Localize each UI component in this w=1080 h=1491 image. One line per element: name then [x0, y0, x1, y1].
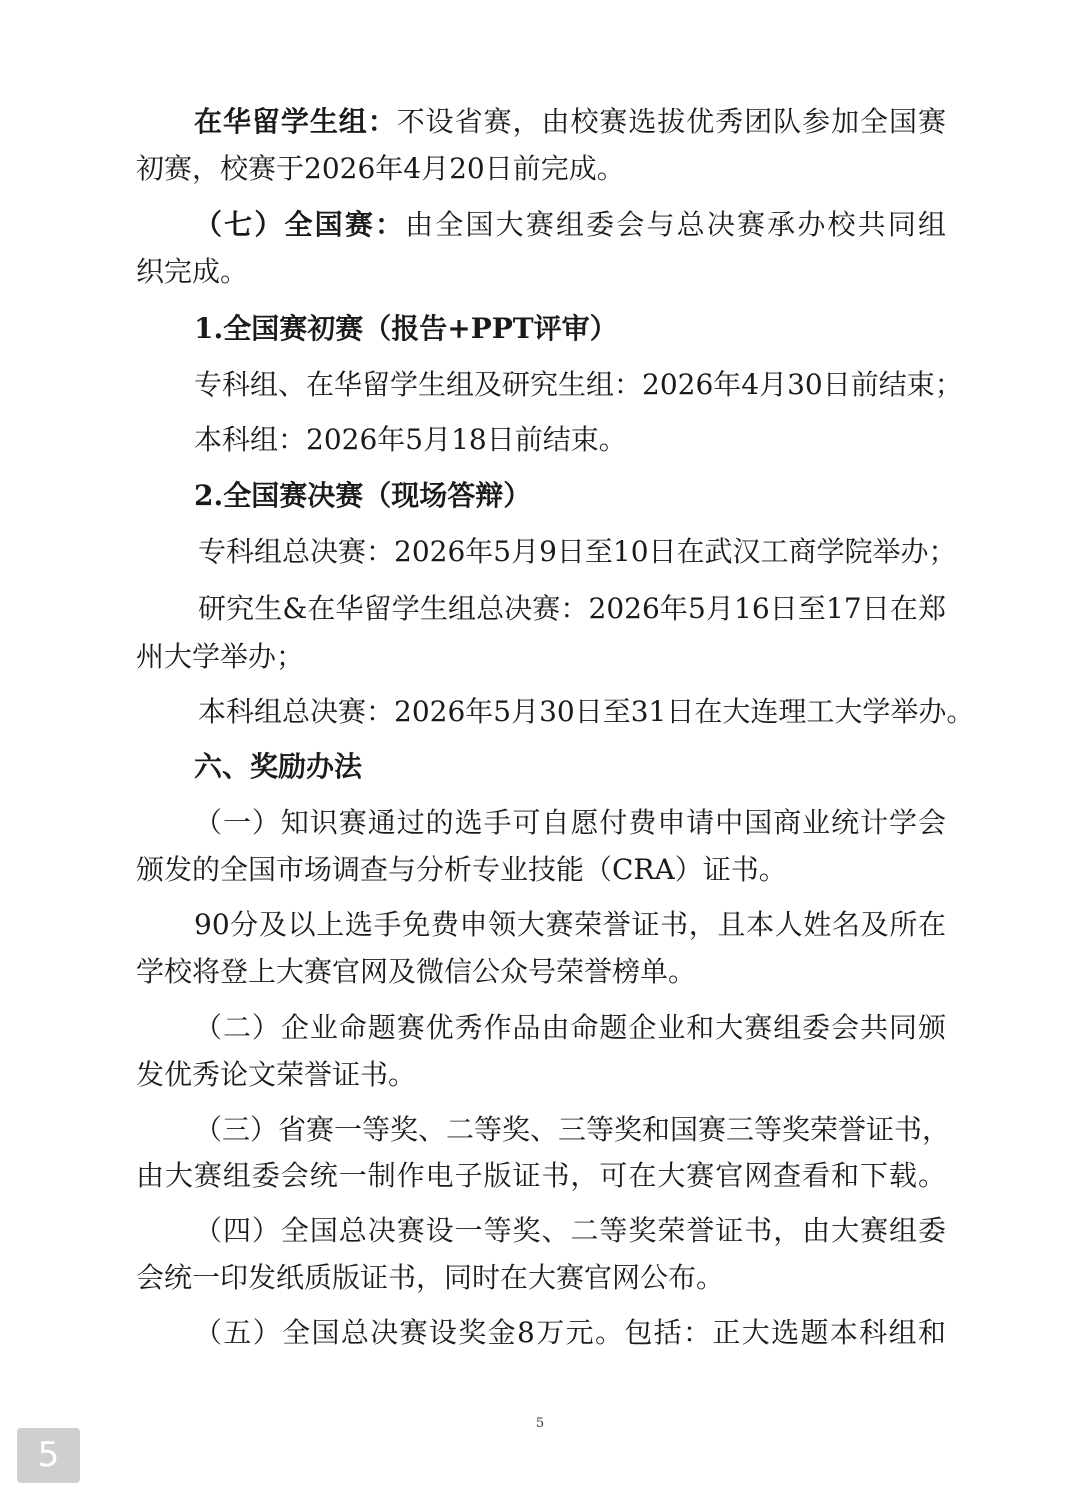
heading-preliminary: 1.全国赛初赛（报告+PPT评审）	[194, 312, 618, 345]
heading-final: 2.全国赛决赛（现场答辩）	[194, 479, 532, 512]
paragraph-award-1-line1: （一）知识赛通过的选手可自愿付费申请中国商业统计学会	[194, 806, 946, 839]
paragraph-final-graduate-line1: 研究生&在华留学生组总决赛：2026年5月16日至17日在郑	[198, 592, 946, 625]
overseas-students-text: 不设省赛，由校赛选拔优秀团队参加全国赛	[396, 105, 946, 138]
paragraph-award-2-line1: （二）企业命题赛优秀作品由命题企业和大赛组委会共同颁	[194, 1011, 946, 1044]
paragraph-preliminary-undergrad: 本科组：2026年5月18日前结束。	[194, 423, 627, 456]
section-title-awards: 六、奖励办法	[194, 750, 363, 783]
paragraph-award-1b-line1: 90分及以上选手免费申领大赛荣誉证书，且本人姓名及所在	[194, 908, 946, 941]
paragraph-award-5-line1: （五）全国总决赛设奖金8万元。包括：正大选题本科组和	[194, 1316, 946, 1349]
paragraph-national-contest-line1	[194, 205, 946, 245]
paragraph-overseas-students-line2: 初赛，校赛于2026年4月20日前完成。	[136, 152, 625, 185]
paragraph-national-contest-line2: 织完成。	[136, 255, 249, 288]
paragraph-award-2-line2: 发优秀论文荣誉证书。	[136, 1058, 417, 1091]
paragraph-award-4-line1: （四）全国总决赛设一等奖、二等奖荣誉证书，由大赛组委	[194, 1214, 946, 1247]
paragraph-overseas-students-line1	[194, 102, 946, 142]
paragraph-preliminary-specialist: 专科组、在华留学生组及研究生组：2026年4月30日前结束；	[194, 368, 963, 401]
page-number: 5	[535, 1416, 545, 1431]
paragraph-final-graduate-line2: 州大学举办；	[136, 640, 305, 673]
paragraph-final-specialist: 专科组总决赛：2026年5月9日至10日在武汉工商学院举办；	[198, 535, 957, 568]
national-contest-text: 由全国大赛组委会与总决赛承办校共同组	[405, 208, 946, 241]
paragraph-award-4-line2: 会统一印发纸质版证书，同时在大赛官网公布。	[136, 1261, 725, 1294]
paragraph-award-1b-line2: 学校将登上大赛官网及微信公众号荣誉榜单。	[136, 955, 697, 988]
page-indicator-badge[interactable]: 5	[17, 1428, 80, 1483]
paragraph-final-undergrad: 本科组总决赛：2026年5月30日至31日在大连理工大学举办。	[198, 695, 975, 728]
national-contest-lead: （七）全国赛：	[194, 208, 406, 241]
paragraph-award-3-line2: 由大赛组委会统一制作电子版证书，可在大赛官网查看和下载。	[136, 1159, 946, 1192]
paragraph-award-1-line2: 颁发的全国市场调查与分析专业技能（CRA）证书。	[136, 853, 787, 886]
overseas-students-lead: 在华留学生组：	[194, 105, 397, 138]
paragraph-award-3-line1: （三）省赛一等奖、二等奖、三等奖和国赛三等奖荣誉证书，	[194, 1113, 951, 1146]
